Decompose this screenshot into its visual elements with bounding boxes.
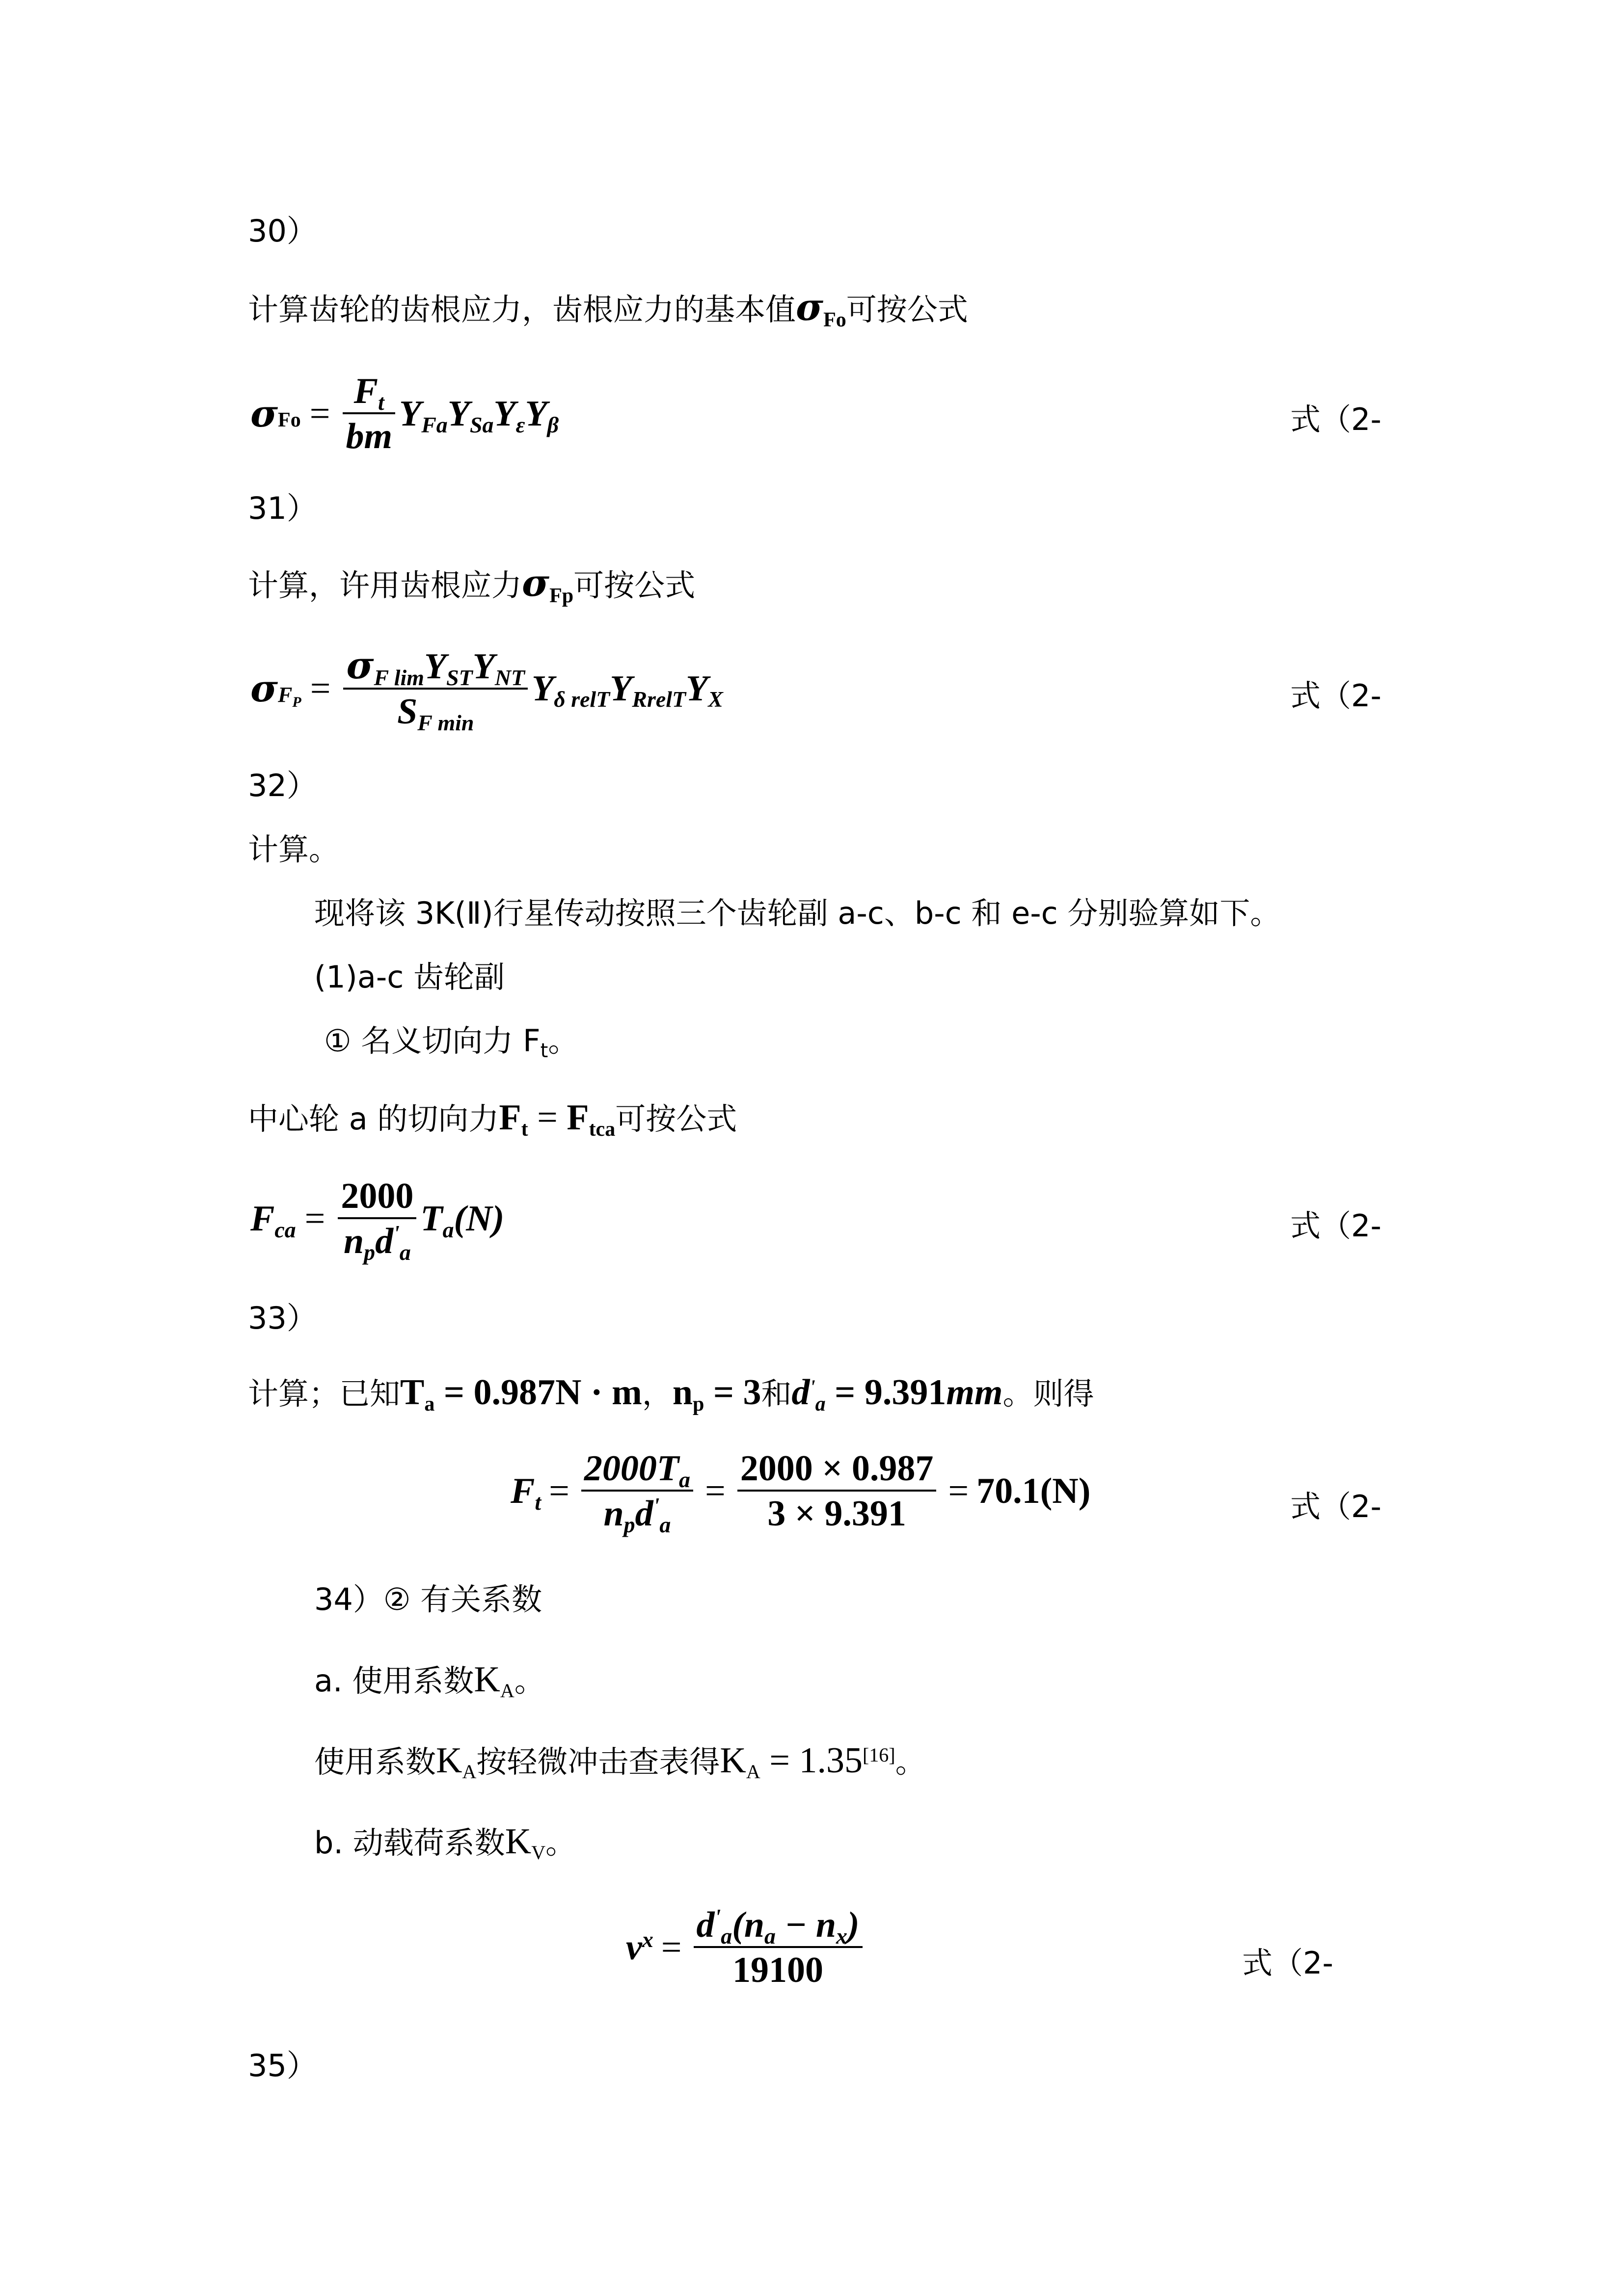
eq32-den-S: S: [397, 692, 418, 732]
para-a-end: 。: [895, 1744, 926, 1780]
eq35-num-d-sub: a: [721, 1923, 732, 1949]
eq32-numerator: [343, 643, 528, 690]
eq33-lhs: [250, 1199, 296, 1242]
eq34-equals-2: =: [704, 1471, 726, 1511]
eq32-equals: =: [310, 668, 331, 709]
center-wheel-line: [248, 1097, 737, 1141]
known-and: 和: [761, 1376, 792, 1412]
para-a-K: K: [436, 1740, 462, 1781]
center-F: F: [499, 1097, 521, 1138]
eq35-equals: =: [661, 1927, 682, 1968]
text-para1: 现将该 3K(Ⅱ)行星传动按照三个齿轮副 a-c、b-c 和 e-c 分别验算如下。: [314, 895, 1281, 931]
eq33-paren: (N): [454, 1199, 505, 1239]
eq31-denominator: bm: [346, 416, 392, 456]
eq33-equals: =: [304, 1199, 325, 1239]
eq31-y2-sub: Sa: [469, 412, 494, 437]
known-sep: ，: [642, 1376, 673, 1412]
eq34-num2: 2000 × 0.987: [737, 1450, 937, 1492]
center-t: t: [521, 1118, 528, 1141]
item-a-K: K: [474, 1659, 500, 1700]
equation-32: [250, 643, 723, 735]
eq31-numerator: [343, 373, 395, 414]
eq35-numerator: [694, 1904, 863, 1949]
equation-33: [250, 1176, 505, 1265]
eq32-num-sigma: σ: [346, 643, 374, 687]
eq35-n1-sub: a: [764, 1923, 776, 1949]
eq31-tag: 式（2-: [1290, 401, 1381, 437]
eq33-torque: [420, 1199, 505, 1242]
line-32: [248, 768, 317, 803]
known-n: n: [672, 1372, 693, 1413]
item-nominal-force: [324, 1023, 579, 1062]
known-d-val: = 9.391: [825, 1372, 947, 1413]
eq33-den-d-sup: ': [393, 1220, 400, 1246]
item-b: [314, 1821, 576, 1864]
intro2-end: 可按公式: [573, 567, 696, 603]
eq31-y4: Y: [525, 394, 547, 434]
item-a-text: a. 使用系数: [314, 1663, 474, 1699]
eq34-den1-n-sub: p: [623, 1512, 635, 1537]
eq34-equals-3: =: [948, 1471, 969, 1511]
item-a: [314, 1659, 545, 1702]
eq33-tag: 式（2-: [1290, 1208, 1381, 1244]
eq32-y2-sub: RrelT: [632, 687, 686, 712]
eq35-n2: n: [815, 1905, 836, 1945]
line-35: [248, 2048, 317, 2083]
eq32-tag: 式（2-: [1290, 678, 1381, 714]
intro1-text: 计算齿轮的齿根应力，齿根应力的基本值: [248, 292, 796, 327]
eq32-num-y2: Y: [472, 646, 495, 687]
known-d-sup: ': [810, 1376, 815, 1398]
eq33-numerator: 2000: [338, 1178, 416, 1219]
eq34-lhs: [511, 1471, 541, 1515]
known-unit: mm: [946, 1372, 1003, 1413]
text-35: 35）: [248, 2048, 317, 2083]
eq31-equals: =: [309, 394, 330, 434]
item-b-K: K: [505, 1821, 532, 1862]
para-a-K2: K: [720, 1740, 746, 1781]
eq33-T-sub: a: [442, 1217, 454, 1242]
eq35-lhs-v: v: [626, 1927, 642, 1968]
para-a-val: = 1.35: [760, 1740, 863, 1781]
eq32-num-y1-sub: ST: [446, 665, 473, 690]
item-b-end: 。: [545, 1825, 576, 1861]
item1-end: 。: [548, 1023, 579, 1059]
equation-34: [511, 1448, 1091, 1537]
eq34-den1-n: n: [603, 1494, 624, 1534]
eq34-den2: 3 × 9.391: [767, 1494, 906, 1534]
citation-ref: [16]: [862, 1744, 895, 1766]
eq31-num-sub: t: [378, 389, 384, 415]
eq33-T: T: [420, 1199, 443, 1239]
eq34-lhs-F: F: [511, 1471, 535, 1511]
text-34: 34）② 有关系数: [314, 1581, 542, 1617]
eq34-result: 70.1(N): [976, 1471, 1091, 1511]
line-34-coefficients: [314, 1581, 542, 1617]
sigma-subscript: Fo: [823, 308, 846, 331]
eq31-y3-sub: ε: [515, 412, 525, 437]
known-end: 。则得: [1002, 1376, 1094, 1412]
center-F2: F: [567, 1097, 589, 1138]
item1-sub: t: [540, 1040, 548, 1062]
eq35-denominator: 19100: [732, 1950, 824, 1990]
text-30: 30）: [248, 213, 317, 249]
line-33: [248, 1300, 317, 1336]
eq35-lhs-sup: x: [642, 1926, 653, 1952]
eq35-fraction: [694, 1904, 863, 1990]
text-31: 31）: [248, 490, 317, 526]
known-values-line: [248, 1372, 1094, 1415]
eq34-tag: 式（2-: [1290, 1489, 1381, 1524]
eq32-lhs-sigma: σ: [250, 666, 278, 710]
eq32-lhs-sub: [278, 682, 301, 710]
equation-35: [626, 1904, 866, 1990]
eq32-fraction: [343, 643, 528, 735]
eq33-lhs-sub: ca: [274, 1217, 296, 1242]
eq31-lhs-sigma: σ: [250, 392, 278, 435]
eq31-factors: [399, 394, 559, 437]
eq33-denominator: [338, 1219, 416, 1265]
eq32-y1: Y: [532, 668, 554, 709]
eq35-n2-sub: x: [836, 1923, 847, 1949]
paragraph-verify: [314, 895, 1281, 931]
eq31-fraction: [343, 373, 395, 454]
eq31-y4-sub: β: [547, 412, 559, 437]
eq35-open: (: [732, 1905, 744, 1945]
center-eq: =: [528, 1097, 567, 1138]
eq32-y2: Y: [610, 668, 632, 709]
eq33-den-d-sub: a: [399, 1239, 411, 1265]
eq35-lhs: [626, 1926, 653, 1968]
eq35-n1: n: [744, 1905, 765, 1945]
eq33-den-d: d: [375, 1221, 394, 1261]
eq33-den-n: n: [344, 1221, 364, 1261]
eq32-num-y1: Y: [424, 646, 447, 687]
eq34-num1-sub: a: [679, 1467, 690, 1492]
eq31-y1-sub: Fa: [421, 412, 448, 437]
eq32-num-sub: F lim: [374, 665, 424, 690]
intro1-end: 可按公式: [846, 292, 968, 327]
eq31-y3: Y: [493, 394, 516, 434]
eq35-minus: −: [775, 1905, 816, 1945]
eq34-den1-d-sub: a: [659, 1512, 671, 1537]
para-a-sub: A: [462, 1761, 477, 1783]
eq31-y2: Y: [447, 394, 470, 434]
eq34-den1-d-sup: ': [653, 1493, 660, 1518]
eq32-factors: [532, 668, 723, 712]
known-T: T: [400, 1372, 425, 1413]
eq32-den-sub: F min: [417, 710, 474, 735]
eq32-num-y2-sub: NT: [494, 665, 525, 690]
eq35-close: ): [847, 1905, 860, 1945]
item-a-end: 。: [514, 1663, 545, 1699]
eq31-num-F: F: [353, 371, 379, 411]
known-T-sub: a: [424, 1392, 435, 1415]
known-pre: 计算；已知: [248, 1376, 401, 1412]
text-sec1: (1)a-c 齿轮副: [314, 959, 505, 995]
item-b-sub: V: [531, 1842, 546, 1864]
eq32-denominator: [343, 690, 528, 735]
paragraph-usage-factor: [314, 1740, 926, 1783]
intro2-text: 计算，许用齿根应力: [248, 567, 522, 603]
item-b-text: b. 动载荷系数: [314, 1825, 505, 1861]
known-n-sub: p: [692, 1392, 704, 1415]
eq34-num1: [581, 1450, 693, 1492]
center1-text: 中心轮 a 的切向力: [248, 1101, 499, 1137]
section-ac-heading: [314, 959, 505, 995]
eq34-den1-d: d: [635, 1494, 653, 1534]
eq34-fraction-2: [737, 1450, 937, 1532]
eq35-tag: 式（2-: [1242, 1945, 1333, 1981]
line-31: [248, 490, 317, 526]
eq34-den1: [581, 1492, 693, 1537]
text-32: 32）: [248, 768, 317, 803]
text-33: 33）: [248, 1300, 317, 1336]
line-30: [248, 213, 317, 249]
para-a-mid: 按轻微冲击查表得: [476, 1744, 720, 1780]
intro-paragraph-1: [248, 285, 968, 331]
text-calc: 计算。: [248, 831, 340, 867]
known-n-val: = 3: [704, 1372, 761, 1413]
sigma-symbol-2: σ: [522, 561, 550, 605]
known-d: d: [791, 1372, 810, 1413]
eq34-fraction-1: [581, 1448, 693, 1537]
eq32-y3: Y: [686, 668, 708, 709]
eq33-den-n-sub: p: [364, 1239, 376, 1265]
eq34-num1-text: 2000T: [584, 1448, 679, 1489]
eq33-fraction: [338, 1176, 416, 1265]
center-end: 可按公式: [615, 1101, 737, 1137]
sigma-symbol: σ: [796, 285, 824, 329]
sigma-subscript-2: Fp: [549, 584, 574, 607]
eq32-lhs-sub-F: F: [278, 682, 293, 707]
para-a-sub2: A: [746, 1761, 760, 1783]
eq31-y1: Y: [399, 394, 422, 434]
intro-paragraph-2: [248, 561, 696, 607]
eq34-lhs-sub: t: [535, 1489, 541, 1515]
eq34-equals-1: =: [549, 1471, 569, 1511]
text-item1: ① 名义切向力 F: [324, 1023, 541, 1059]
eq35-num-d: d: [696, 1905, 715, 1945]
para-a-pre: 使用系数: [314, 1744, 436, 1780]
eq31-lhs-sub: Fo: [278, 408, 301, 431]
line-calc: [248, 831, 340, 867]
item-a-sub: A: [500, 1680, 514, 1702]
known-d-sub: a: [815, 1392, 826, 1415]
eq35-num-d-sup: ': [714, 1904, 721, 1929]
eq32-y1-sub: δ relT: [554, 687, 610, 712]
eq32-y3-sub: X: [708, 687, 723, 712]
center-tca: tca: [589, 1118, 616, 1141]
known-T-val: = 0.987N · m: [434, 1372, 642, 1413]
equation-31: [250, 373, 559, 454]
eq32-lhs-subsub: P: [292, 694, 301, 710]
eq33-lhs-F: F: [250, 1199, 275, 1239]
